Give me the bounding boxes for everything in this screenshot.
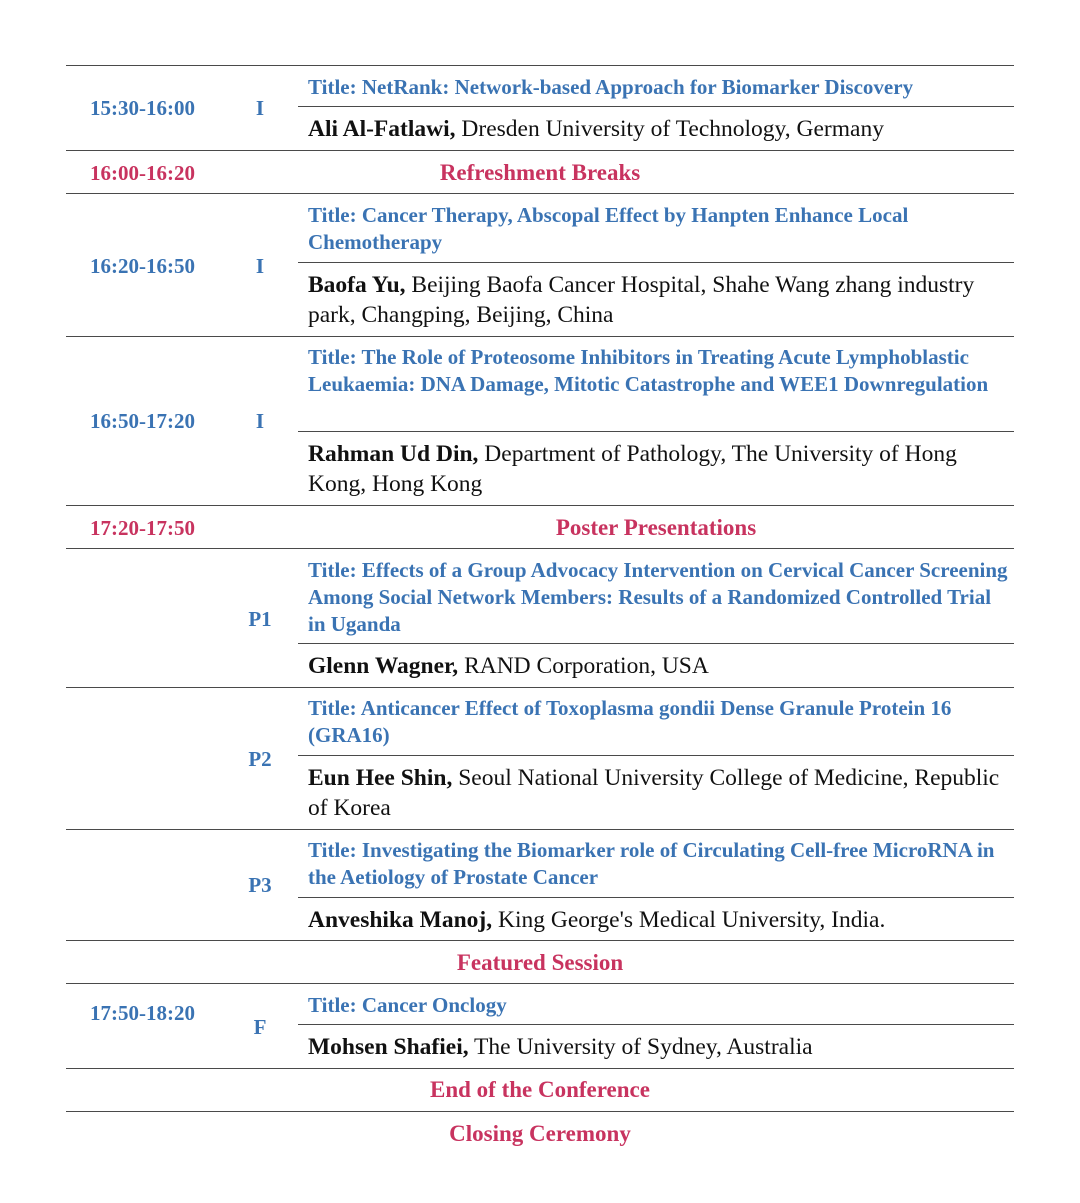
speaker-affiliation: The University of Sydney, Australia: [468, 1034, 813, 1060]
talk-title: Title: Investigating the Biomarker role of Circulating Cell-free MicroRNA in the Aetiology of Prostate Cancer: [308, 838, 995, 889]
table-rule: [66, 829, 1014, 830]
talk-title: Title: The Role of Proteosome Inhibitors in Treating Acute Lymphoblastic Leukaemia: DNA Damage, Mitotic Catastrophe and WEE1 Downregulation: [308, 345, 989, 396]
speaker-name: Rahman Ud Din,: [308, 441, 479, 467]
session-time: 17:50-18:20: [90, 1001, 195, 1025]
table-rule: [66, 65, 1014, 66]
table-rule: [66, 1068, 1014, 1069]
talk-title: Title: NetRank: Network-based Approach for Biomarker Discovery: [308, 75, 914, 99]
table-rule: [66, 1111, 1014, 1112]
session-code: P3: [248, 873, 272, 897]
talk-title: Title: Cancer Therapy, Abscopal Effect by Hanpten Enhance Local Chemotherapy: [308, 203, 909, 254]
cell-rule: [298, 643, 1014, 644]
session-code: I: [255, 254, 265, 278]
speaker-line: [308, 114, 1008, 144]
table-rule: [66, 336, 1014, 337]
session-code: I: [255, 96, 265, 120]
talk-title: Title: Cancer Onclogy: [308, 993, 507, 1017]
session-time: 16:00-16:20: [90, 161, 195, 185]
session-time: 16:50-17:20: [90, 409, 195, 433]
session-time: 16:20-16:50: [90, 254, 195, 278]
cell-rule: [298, 1024, 1014, 1025]
end-label: End of the Conference: [430, 1077, 650, 1102]
session-code: F: [253, 1015, 267, 1039]
session-time: 17:20-17:50: [90, 516, 195, 540]
cell-rule: [298, 755, 1014, 756]
speaker-affiliation: Dresden University of Technology, Germany: [455, 116, 884, 142]
poster-label: Poster Presentations: [555, 515, 757, 540]
speaker-line: [308, 763, 1008, 823]
speaker-name: Mohsen Shafiei,: [308, 1034, 469, 1060]
speaker-line: [308, 905, 1008, 935]
speaker-affiliation: RAND Corporation, USA: [458, 653, 709, 679]
table-rule: [66, 940, 1014, 941]
speaker-name: Anveshika Manoj,: [308, 907, 493, 933]
session-code: P2: [248, 747, 272, 771]
talk-title: Title: Anticancer Effect of Toxoplasma gondii Dense Granule Protein 16 (GRA16): [308, 696, 952, 747]
cell-rule: [298, 431, 1014, 432]
session-code: P1: [248, 607, 272, 631]
cell-rule: [298, 897, 1014, 898]
speaker-line: [308, 1032, 1008, 1062]
speaker-affiliation: Department of Pathology, The University of Hong Kong, Hong Kong: [308, 441, 957, 497]
table-rule: [66, 150, 1014, 151]
speaker-affiliation: King George's Medical University, India.: [492, 907, 886, 933]
speaker-name: Ali Al-Fatlawi,: [308, 116, 456, 142]
speaker-line: [308, 651, 1008, 681]
table-rule: [66, 505, 1014, 506]
speaker-name: Eun Hee Shin,: [308, 765, 453, 791]
speaker-line: [308, 270, 1008, 330]
speaker-name: Baofa Yu,: [308, 272, 406, 298]
session-time: 15:30-16:00: [90, 96, 195, 120]
table-rule: [66, 193, 1014, 194]
session-code: I: [255, 409, 265, 433]
featured-session-label: Featured Session: [456, 950, 624, 975]
speaker-line: [308, 439, 1008, 499]
cell-rule: [298, 262, 1014, 263]
table-rule: [66, 983, 1014, 984]
table-rule: [66, 548, 1014, 549]
speaker-affiliation: Beijing Baofa Cancer Hospital, Shahe Wang zhang industry park, Changping, Beijing, China: [308, 272, 975, 328]
speaker-affiliation: Seoul National University College of Medicine, Republic of Korea: [308, 765, 1000, 821]
closing-label: Closing Ceremony: [449, 1121, 631, 1146]
table-rule: [66, 687, 1014, 688]
talk-title: Title: Effects of a Group Advocacy Intervention on Cervical Cancer Screening Among Social Network Members: Results of a Randomized Controlled Trial in Uganda: [308, 558, 1008, 636]
cell-rule: [298, 106, 1014, 107]
speaker-name: Glenn Wagner,: [308, 653, 459, 679]
break-label: Refreshment Breaks: [439, 160, 641, 185]
